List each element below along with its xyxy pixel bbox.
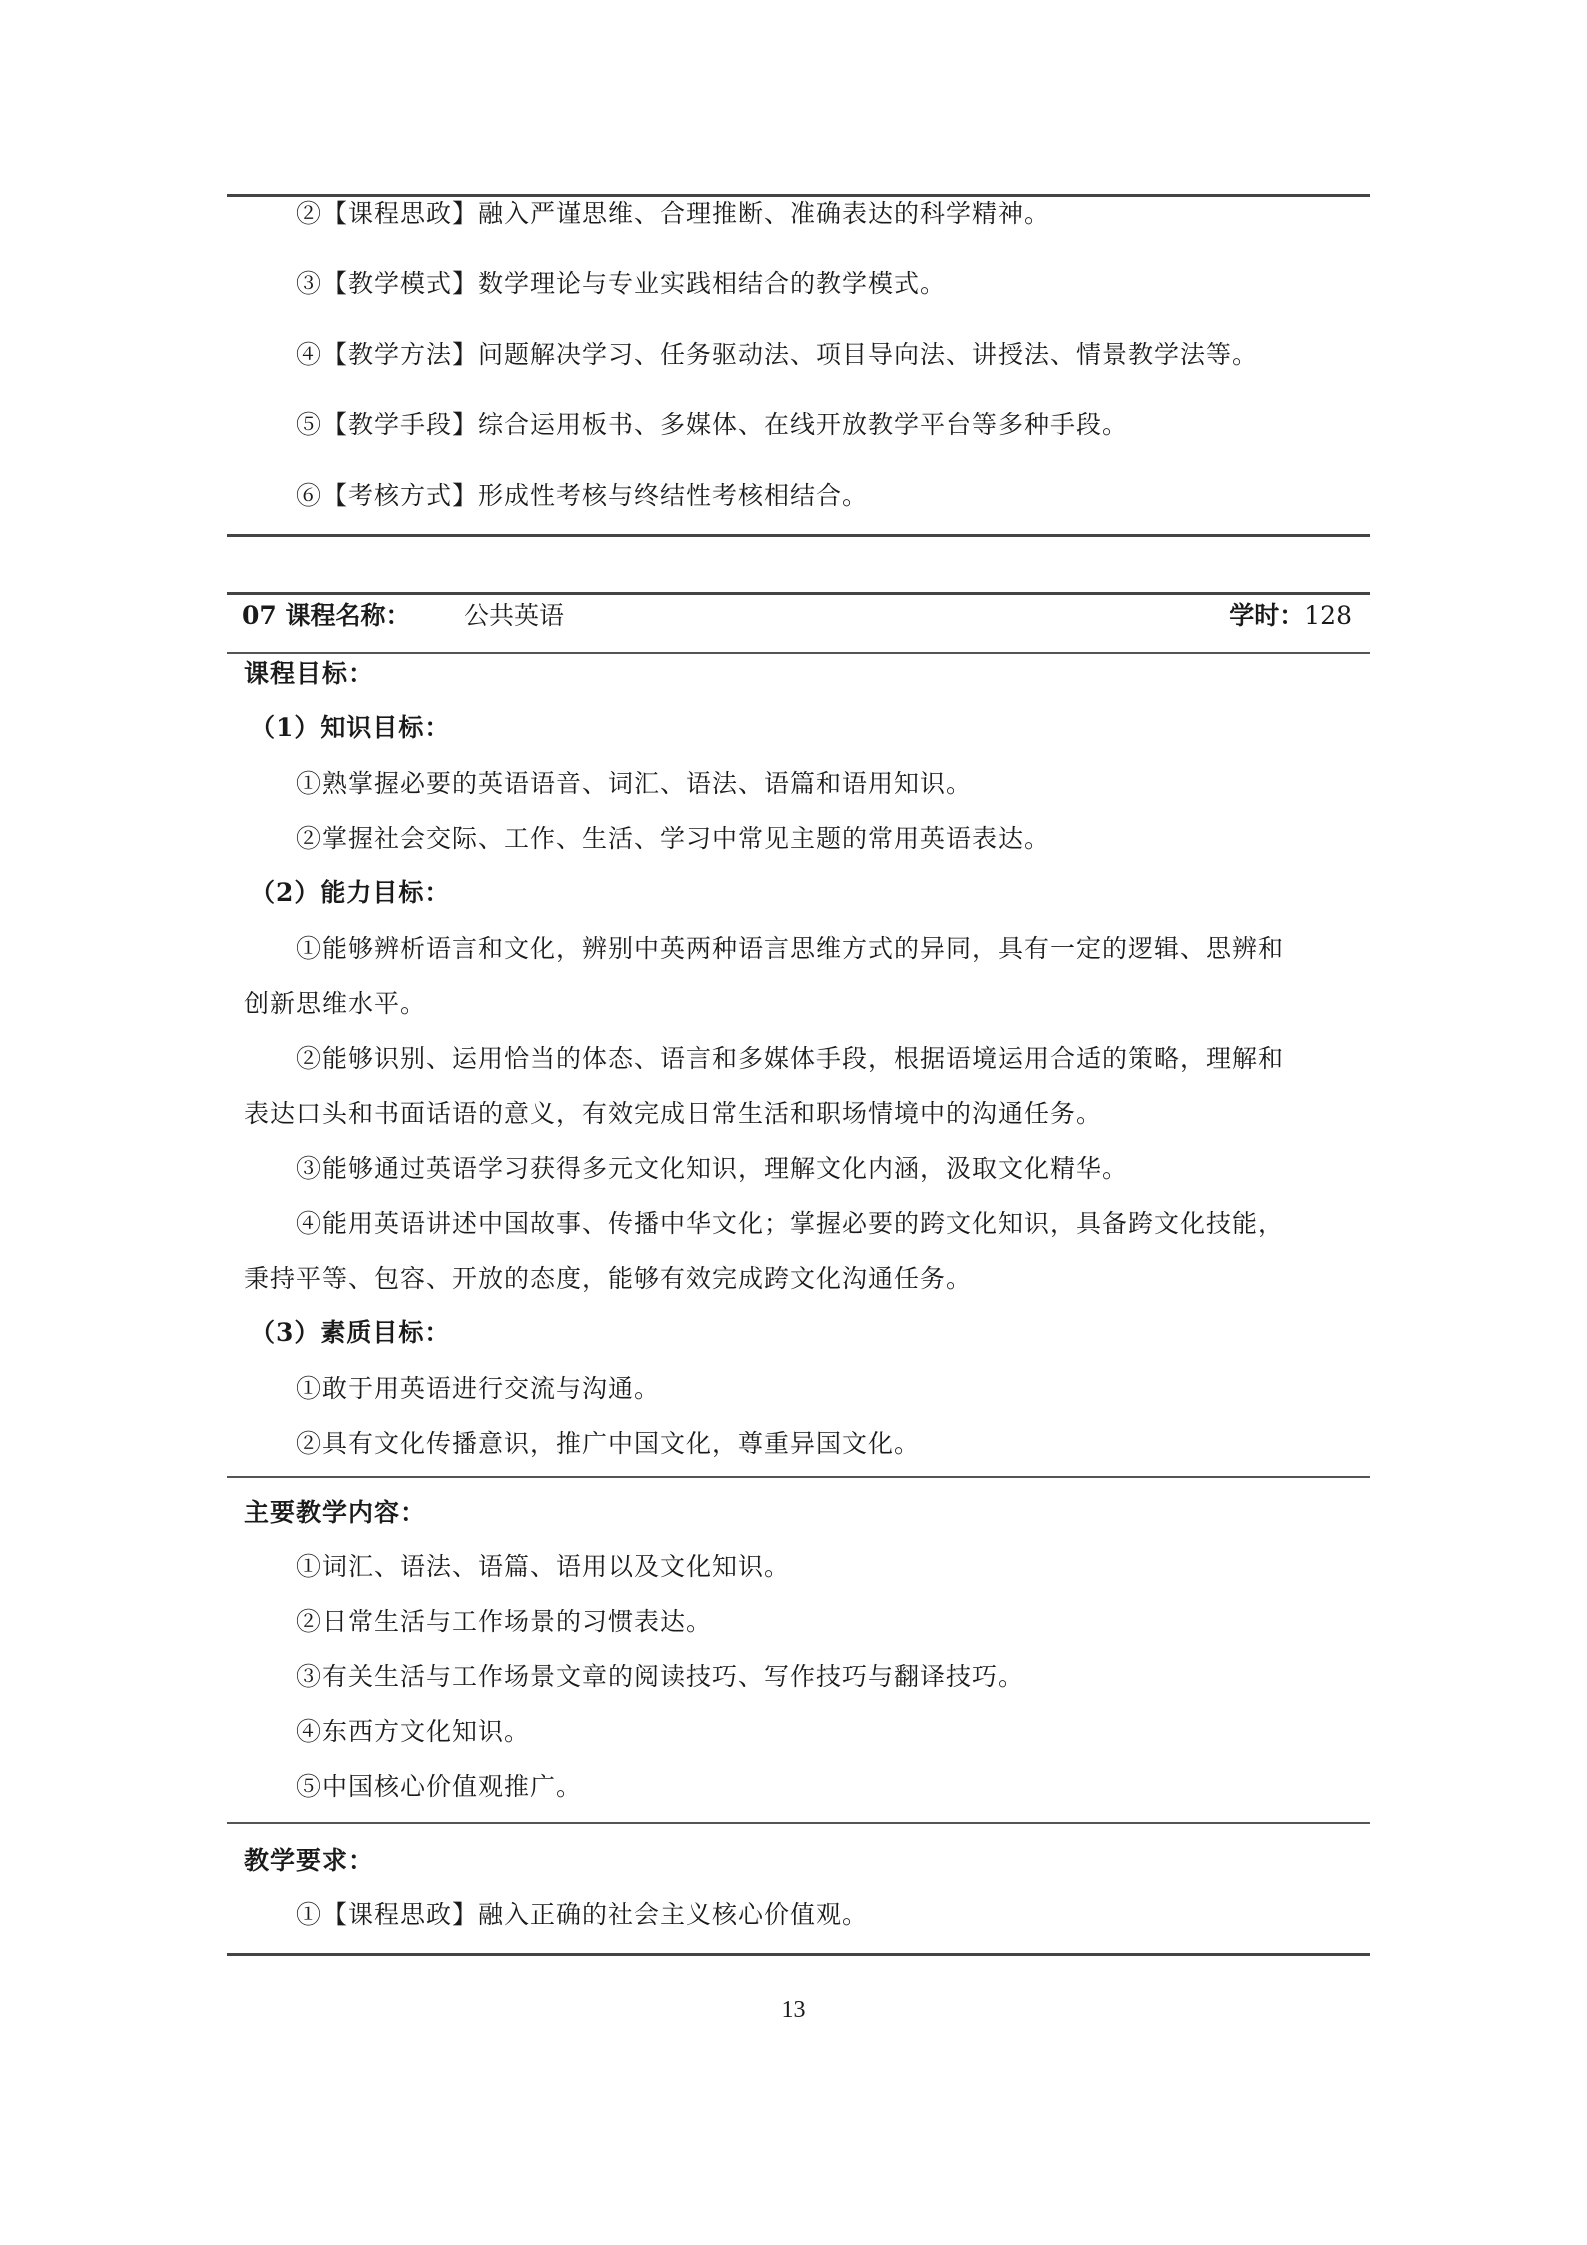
requirements-title: 教学要求：	[244, 1846, 375, 1875]
requirement-item: ④【教学方法】问题解决学习、任务驱动法、项目导向法、讲授法、情景教学法等。	[296, 340, 1259, 369]
hours-value: 128	[1304, 601, 1352, 630]
requirement-item: ⑥【考核方式】形成性考核与终结性考核相结合。	[296, 481, 869, 510]
objectives-title: 课程目标：	[244, 659, 375, 688]
ability-item-4-cont: 秉持平等、包容、开放的态度，能够有效完成跨文化沟通任务。	[244, 1264, 973, 1293]
content-item: ①词汇、语法、语篇、语用以及文化知识。	[296, 1552, 791, 1581]
content-item: ④东西方文化知识。	[296, 1717, 531, 1746]
requirement-item: ①【课程思政】融入正确的社会主义核心价值观。	[296, 1900, 869, 1929]
ability-item-1: ①能够辨析语言和文化，辨别中英两种语言思维方式的异同，具有一定的逻辑、思辨和	[296, 934, 1285, 963]
table-end-rule	[227, 1953, 1370, 1956]
requirement-item: ②【课程思政】融入严谨思维、合理推断、准确表达的科学精神。	[296, 199, 1051, 228]
content-title: 主要教学内容：	[244, 1498, 427, 1527]
ability-item-2: ②能够识别、运用恰当的体态、语言和多媒体手段，根据语境运用合适的策略，理解和	[296, 1044, 1285, 1073]
quality-item: ②具有文化传播意识，推广中国文化，尊重异国文化。	[296, 1429, 921, 1458]
ability-title: （2）能力目标：	[250, 878, 451, 907]
table-top-rule	[227, 194, 1370, 197]
requirement-item: ③【教学模式】数学理论与专业实践相结合的教学模式。	[296, 269, 947, 298]
course-header-rule	[227, 652, 1370, 654]
knowledge-title: （1）知识目标：	[250, 713, 451, 742]
knowledge-item: ①熟掌握必要的英语语音、词汇、语法、语篇和语用知识。	[296, 769, 973, 798]
course-hours	[1229, 600, 1352, 632]
content-rule	[227, 1822, 1370, 1824]
ability-item-1-cont: 创新思维水平。	[244, 989, 427, 1018]
page-number: 13	[781, 1997, 806, 2023]
quality-title: （3）素质目标：	[250, 1318, 451, 1347]
content-item: ②日常生活与工作场景的习惯表达。	[296, 1607, 713, 1636]
requirement-item: ⑤【教学手段】综合运用板书、多媒体、在线开放教学平台等多种手段。	[296, 410, 1129, 439]
content-item: ③有关生活与工作场景文章的阅读技巧、写作技巧与翻译技巧。	[296, 1662, 1025, 1691]
content-item: ⑤中国核心价值观推广。	[296, 1772, 583, 1801]
table-bottom-rule	[227, 534, 1370, 537]
course-name-label: 07 课程名称：	[242, 601, 411, 630]
course-top-rule	[227, 592, 1370, 595]
quality-item: ①敢于用英语进行交流与沟通。	[296, 1374, 661, 1403]
ability-item-3: ③能够通过英语学习获得多元文化知识，理解文化内涵，汲取文化精华。	[296, 1154, 1129, 1183]
ability-item-2-cont: 表达口头和书面话语的意义，有效完成日常生活和职场情境中的沟通任务。	[244, 1099, 1103, 1128]
hours-label: 学时：	[1229, 601, 1305, 630]
ability-item-4: ④能用英语讲述中国故事、传播中华文化；掌握必要的跨文化知识，具备跨文化技能，	[296, 1209, 1285, 1238]
objectives-rule	[227, 1476, 1370, 1478]
knowledge-item: ②掌握社会交际、工作、生活、学习中常见主题的常用英语表达。	[296, 824, 1051, 853]
course-name: 公共英语	[464, 601, 565, 630]
